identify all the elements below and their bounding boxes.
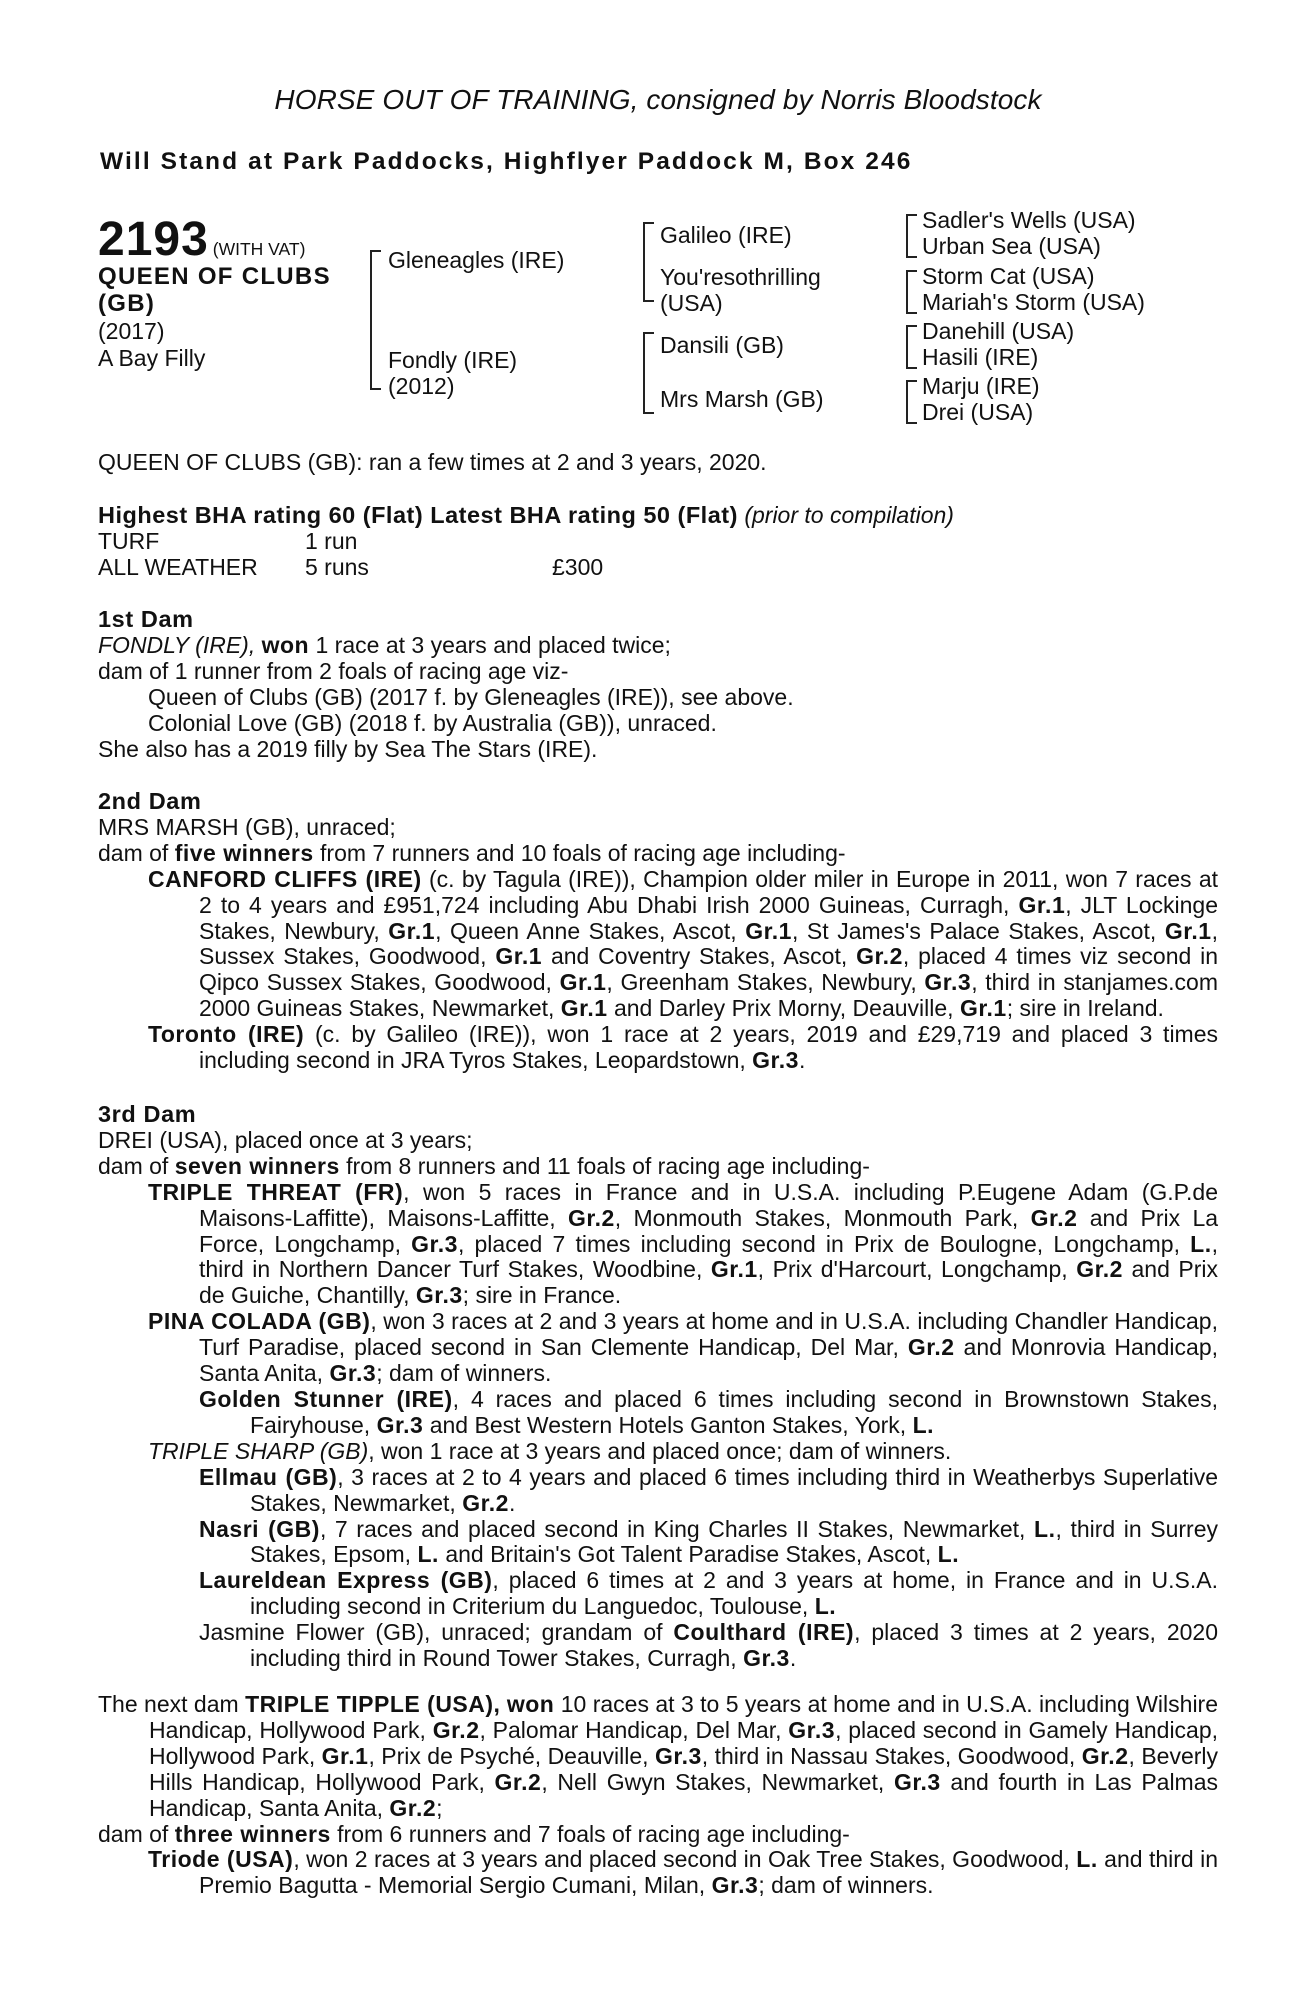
text: , third in Nassau Stakes, Goodwood, — [701, 1742, 1076, 1769]
grade: Gr.2 — [856, 943, 903, 970]
grade: Gr.2 — [907, 1334, 955, 1361]
pedigree-sire-sire: Galileo (IRE) — [660, 222, 792, 248]
winners-count: three winners — [174, 1820, 331, 1847]
text: ; — [436, 1794, 443, 1821]
pedigree-ddd: Drei (USA) — [922, 399, 1034, 425]
horse-bold-name: Laureldean Express (GB) — [199, 1567, 493, 1594]
text: 10 races at 3 to 5 years at home and in U.S.A. including Wilshire Handicap, Hollywood Park, — [149, 1691, 1219, 1743]
grade: Gr.3 — [743, 1645, 790, 1672]
lot-heading — [98, 212, 305, 267]
pedigree-sss: Sadler's Wells (USA) — [922, 207, 1136, 233]
turf-row — [98, 529, 1218, 555]
text: and Prix de Guiche, Chantilly, — [199, 1256, 1219, 1309]
golden-stunner-entry — [98, 1387, 1218, 1439]
text: , placed second in Gamely Handicap, Hollywood Park, — [149, 1716, 1219, 1769]
ratings-block — [98, 503, 1218, 581]
vat-note: (WITH VAT) — [212, 239, 306, 259]
horse-italic-name: TRIPLE SHARP (GB) — [148, 1437, 369, 1464]
race-summary: QUEEN OF CLUBS (GB): ran a few times at 2 and 3 years, 2020. — [98, 449, 767, 475]
brace-sire-dam — [370, 250, 381, 390]
pedigree-dam-dam: Mrs Marsh (GB) — [660, 386, 824, 412]
text: , Nell Gwyn Stakes, Newmarket, — [541, 1768, 885, 1795]
text: from 6 runners and 7 foals of racing age including- — [337, 1820, 850, 1847]
text: , placed 3 times at 2 years, 2020 including third in Round Tower Stakes, Curragh, — [250, 1619, 1218, 1672]
horse-bold-name: CANFORD CLIFFS (IRE) — [148, 865, 422, 892]
triode-entry — [98, 1847, 1218, 1899]
laureldean-express-entry — [98, 1568, 1218, 1620]
grade: Gr.1 — [959, 995, 1007, 1022]
nasri-entry — [98, 1517, 1218, 1569]
second-dam-title: 2nd Dam — [98, 788, 202, 814]
grade: L. — [912, 1411, 935, 1438]
grade: Gr.1 — [495, 943, 543, 970]
text: and Monrovia Handicap, Santa Anita, — [199, 1334, 1219, 1387]
text: , Prix de Psyché, Deauville, — [368, 1742, 649, 1769]
pedigree-dsd: Hasili (IRE) — [922, 344, 1039, 370]
first-dam-produce: dam of 1 runner from 2 foals of racing age viz- — [98, 657, 569, 684]
grade: L. — [1076, 1846, 1098, 1873]
aw-runs: 5 runs — [305, 553, 369, 580]
pedigree-sds: Storm Cat (USA) — [922, 263, 1095, 289]
second-dam-section — [98, 789, 1218, 1074]
text: , St James's Palace Stakes, Ascot, — [791, 917, 1157, 944]
pedigree-sire-dam-line1: You'resothrilling — [660, 264, 821, 290]
text: , Monmouth Stakes, Monmouth Park, — [614, 1204, 1019, 1231]
text: dam of — [98, 1152, 169, 1179]
pedigree-dam-line2: (2012) — [388, 373, 455, 399]
horse-info — [98, 318, 205, 372]
second-dam-produce — [98, 841, 1218, 867]
grade: Gr.3 — [924, 969, 972, 996]
aw-prize: £300 — [552, 553, 604, 580]
grade: Gr.3 — [329, 1360, 377, 1387]
text: and Coventry Stakes, Ascot, — [550, 943, 848, 970]
text: and Best Western Hotels Ganton Stakes, York, — [429, 1411, 907, 1438]
third-dam-title: 3rd Dam — [98, 1101, 197, 1127]
next-dam-section — [98, 1692, 1218, 1899]
canford-cliffs-entry — [98, 867, 1218, 1022]
grade: Gr.3 — [655, 1742, 702, 1769]
grade: Gr.2 — [1081, 1742, 1129, 1769]
text: , won 5 races in France and in U.S.A. including P.Eugene Adam (G.P.de Maisons-Laffitte), Maisons-Laffitte, — [199, 1178, 1218, 1231]
text: , Palomar Handicap, Del Mar, — [479, 1716, 782, 1743]
text: ; sire in France. — [462, 1282, 622, 1309]
grade: Gr.1 — [559, 969, 607, 996]
text: (c. by Galileo (IRE)), won 1 race at 2 years, 2019 and £29,719 and placed 3 times including second in JRA Tyros Stakes, Leopardstown, — [199, 1021, 1219, 1074]
grade: Gr.3 — [711, 1872, 759, 1899]
foaling-year: (2017) — [98, 318, 165, 344]
grade: Gr.3 — [893, 1768, 941, 1795]
horse-bold-name: TRIPLE TIPPLE (USA), — [245, 1691, 501, 1717]
text: and third in Premio Bagutta - Memorial Sergio Cumani, Milan, — [199, 1846, 1219, 1899]
brace-dam-parents — [643, 332, 654, 414]
text: . — [789, 1645, 797, 1672]
text: , Beverly Hills Handicap, Hollywood Park, — [149, 1742, 1219, 1795]
brace-dd-parents — [906, 380, 917, 424]
second-dam-name: MRS MARSH (GB), unraced; — [98, 813, 396, 840]
horse-bold-name: TRIPLE THREAT (FR) — [148, 1178, 404, 1205]
aw-label: ALL WEATHER — [98, 553, 258, 580]
grade: Gr.2 — [494, 1768, 542, 1795]
text: (c. by Tagula (IRE)), Champion older miler in Europe in 2011, won 7 races at 2 to 4 years and £951,724 including Abu Dhabi Irish 2000 Guineas, Curragh, — [199, 865, 1218, 918]
grade: L. — [814, 1593, 837, 1620]
horse-bold-name: Toronto (IRE) — [148, 1021, 305, 1048]
text: , Prix d'Harcourt, Longchamp, — [757, 1256, 1068, 1283]
text: and Darley Prix Morny, Deauville, — [613, 995, 954, 1022]
text: dam of — [98, 1820, 169, 1847]
stand-location: Will Stand at Park Paddocks, Highflyer Paddock M, Box 246 — [100, 148, 913, 175]
won-label: won — [261, 631, 310, 658]
pedigree-dam-sire: Dansili (GB) — [660, 332, 784, 358]
won-label: won — [506, 1691, 555, 1717]
triple-sharp-entry — [98, 1439, 1218, 1465]
text: , third in Northern Dancer Turf Stakes, Woodbine, — [199, 1230, 1219, 1283]
text: Jasmine Flower (GB), unraced; grandam of — [199, 1619, 663, 1646]
text: , JLT Lockinge Stakes, Newbury, — [199, 891, 1218, 944]
text: dam of — [98, 839, 169, 866]
turf-label: TURF — [98, 527, 160, 554]
horse-name — [98, 263, 331, 317]
text: ; dam of winners. — [758, 1872, 934, 1899]
pedigree-dds: Marju (IRE) — [922, 373, 1040, 399]
horse-bold-name: Coulthard (IRE) — [673, 1619, 855, 1646]
pedigree-dam-line1: Fondly (IRE) — [388, 347, 518, 373]
horse-description: A Bay Filly — [98, 345, 206, 371]
grade: Gr.3 — [415, 1282, 463, 1309]
aw-row — [98, 555, 1218, 581]
grade: L. — [417, 1541, 439, 1568]
grade: Gr.3 — [752, 1047, 799, 1074]
grade: Gr.1 — [1018, 891, 1066, 918]
grade: L. — [1190, 1230, 1212, 1257]
grade: Gr.1 — [710, 1256, 758, 1283]
produce-item: Colonial Love (GB) (2018 f. by Australia (GB)), unraced. — [148, 709, 717, 736]
first-dam-section — [98, 607, 1218, 762]
brace-ss-parents — [906, 214, 917, 258]
third-dam-name: DREI (USA), placed once at 3 years; — [98, 1126, 473, 1153]
brace-sire-parents — [643, 222, 654, 302]
text: ; sire in Ireland. — [1006, 995, 1164, 1022]
text: , third in stanjames.com 2000 Guineas Stakes, Newmarket, — [199, 969, 1218, 1022]
bha-ratings: Highest BHA rating 60 (Flat) Latest BHA rating 50 (Flat) — [98, 502, 738, 528]
winners-count: seven winners — [174, 1152, 340, 1179]
produce-item: Queen of Clubs (GB) (2017 f. by Gleneagles (IRE)), see above. — [148, 683, 794, 710]
grade: Gr.1 — [321, 1742, 369, 1769]
grade: Gr.3 — [411, 1230, 458, 1257]
text: . — [508, 1489, 516, 1516]
grade: Gr.3 — [788, 1716, 836, 1743]
text: The next dam — [98, 1691, 239, 1717]
brace-ds-parents — [906, 325, 917, 369]
ratings-note: (prior to compilation) — [744, 502, 954, 528]
text: and Prix La Force, Longchamp, — [199, 1204, 1219, 1257]
horse-name-line1: QUEEN OF CLUBS — [98, 263, 331, 290]
grade: Gr.2 — [462, 1489, 509, 1516]
horse-bold-name: Ellmau (GB) — [199, 1463, 338, 1490]
pedigree-ssd: Urban Sea (USA) — [922, 233, 1101, 259]
horse-bold-name: Nasri (GB) — [199, 1515, 320, 1542]
page-header: HORSE OUT OF TRAINING, consigned by Norris Bloodstock — [274, 84, 1042, 115]
ellmau-entry — [98, 1465, 1218, 1517]
grade: Gr.1 — [388, 917, 436, 944]
horse-bold-name: Golden Stunner (IRE) — [199, 1385, 453, 1412]
pedigree-dss: Danehill (USA) — [922, 318, 1075, 344]
triple-threat-entry — [98, 1180, 1218, 1310]
text: ; dam of winners. — [376, 1360, 552, 1387]
text: from 8 runners and 11 foals of racing age including- — [346, 1152, 870, 1179]
text: , 3 races at 2 to 4 years and placed 6 times including third in Weatherbys Superlative Stakes, Newmarket, — [250, 1463, 1219, 1516]
first-dam-note: She also has a 2019 filly by Sea The Stars (IRE). — [98, 735, 598, 762]
jasmine-flower-entry — [98, 1620, 1218, 1672]
lot-number: 2193 — [98, 213, 209, 266]
grade: Gr.2 — [568, 1204, 615, 1231]
third-dam-section — [98, 1102, 1218, 1672]
pedigree-sire-dam-line2: (USA) — [660, 290, 723, 316]
next-dam-entry — [98, 1692, 1218, 1822]
grade: Gr.1 — [1164, 917, 1212, 944]
pedigree-sire: Gleneagles (IRE) — [388, 247, 565, 273]
brace-sd-parents — [906, 270, 917, 314]
text: , placed 4 times viz second in Qipco Sussex Stakes, Goodwood, — [199, 943, 1219, 996]
text: . — [798, 1047, 806, 1074]
text: , Sussex Stakes, Goodwood, — [199, 917, 1218, 970]
text: , Queen Anne Stakes, Ascot, — [435, 917, 737, 944]
grade: Gr.1 — [560, 995, 608, 1022]
horse-bold-name: Triode (USA) — [148, 1846, 294, 1873]
next-dam-produce — [98, 1822, 1218, 1848]
first-dam-record: 1 race at 3 years and placed twice; — [315, 631, 671, 658]
text: , won 1 race at 3 years and placed once; dam of winners. — [368, 1437, 952, 1464]
grade: Gr.2 — [432, 1716, 480, 1743]
grade: L. — [1034, 1515, 1056, 1542]
text: , 7 races and placed second in King Charles II Stakes, Newmarket, — [319, 1515, 1026, 1542]
text: and Britain's Got Talent Paradise Stakes, Ascot, — [445, 1541, 932, 1568]
horse-name-line2: (GB) — [98, 290, 156, 317]
turf-runs: 1 run — [305, 527, 358, 554]
text: , won 3 races at 2 and 3 years at home and in U.S.A. including Chandler Handicap, Turf Paradise, placed second in San Clemente Handicap, Del Mar, — [199, 1308, 1218, 1361]
text: from 7 runners and 10 foals of racing age including- — [320, 839, 846, 866]
grade: L. — [937, 1541, 960, 1568]
text: , placed 7 times including second in Prix de Boulogne, Longchamp, — [457, 1230, 1180, 1257]
horse-bold-name: PINA COLADA (GB) — [148, 1308, 371, 1335]
first-dam-name: FONDLY (IRE), — [98, 631, 256, 658]
text: , third in Surrey Stakes, Epsom, — [250, 1515, 1219, 1568]
first-dam-title: 1st Dam — [98, 606, 194, 632]
winners-count: five winners — [174, 839, 314, 866]
grade: Gr.3 — [376, 1411, 424, 1438]
grade: Gr.2 — [1030, 1204, 1078, 1231]
third-dam-produce — [98, 1154, 1218, 1180]
text: and fourth in Las Palmas Handicap, Santa Anita, — [149, 1768, 1219, 1821]
text: , placed 6 times at 2 and 3 years at home, in France and in U.S.A. including second in Criterium du Languedoc, Toulouse, — [250, 1567, 1218, 1620]
text: , Greenham Stakes, Newbury, — [606, 969, 917, 996]
pina-colada-entry — [98, 1309, 1218, 1387]
text: , 4 races and placed 6 times including second in Brownstown Stakes, Fairyhouse, — [250, 1385, 1218, 1438]
toronto-entry — [98, 1022, 1218, 1074]
pedigree-sdd: Mariah's Storm (USA) — [922, 289, 1145, 315]
grade: Gr.1 — [745, 917, 792, 944]
text: , won 2 races at 3 years and placed second in Oak Tree Stakes, Goodwood, — [293, 1846, 1070, 1873]
grade: Gr.2 — [1076, 1256, 1123, 1283]
grade: Gr.2 — [389, 1794, 437, 1821]
